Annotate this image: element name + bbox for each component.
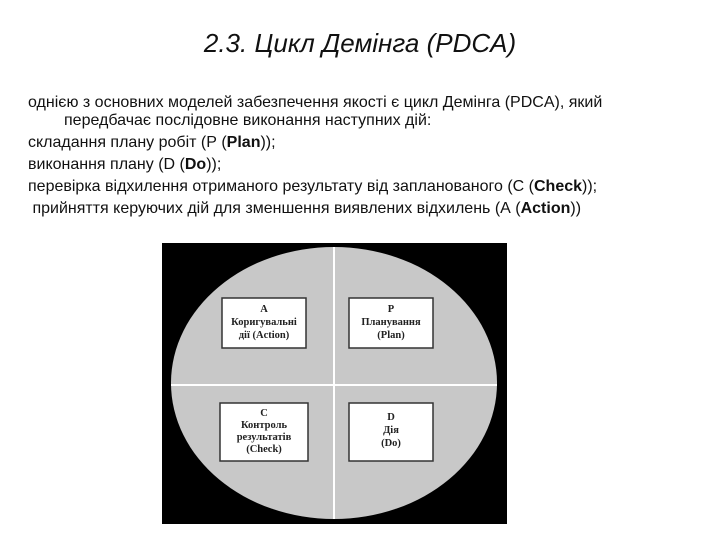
step-action-suffix: )) bbox=[570, 200, 582, 217]
step-plan bbox=[28, 134, 708, 152]
quadrant-check-line1: Контроль bbox=[240, 420, 288, 431]
quadrant-do-line2: (Do) bbox=[381, 438, 401, 449]
step-plan-suffix: )); bbox=[260, 134, 276, 151]
intro-line: однією з основних моделей забезпечення якості є цикл Демінга (PDCA), який bbox=[28, 94, 603, 111]
step-plan-keyword: Plan bbox=[226, 134, 261, 151]
intro-line-continued: передбачає послідовне виконання наступних дій: bbox=[64, 112, 432, 129]
step-action bbox=[28, 200, 708, 218]
quadrant-action-line2: дії (Action) bbox=[238, 330, 290, 341]
quadrant-plan-letter: Р bbox=[387, 304, 395, 315]
step-do-prefix: виконання плану (D ( bbox=[28, 156, 185, 173]
step-plan-prefix: складання плану робіт (Р ( bbox=[28, 134, 227, 151]
quadrant-do-letter: D bbox=[387, 412, 395, 423]
step-action-keyword: Action bbox=[520, 200, 571, 217]
pdca-diagram-svg bbox=[162, 243, 507, 524]
step-check-suffix: )); bbox=[582, 178, 598, 195]
quadrant-check bbox=[220, 403, 308, 461]
quadrant-do-line1: Дія bbox=[383, 425, 399, 436]
quadrant-plan-line2: (Plan) bbox=[377, 330, 405, 341]
quadrant-plan-line1: Планування bbox=[361, 317, 421, 328]
quadrant-action-line1: Коригувальні bbox=[231, 317, 297, 328]
slide-title: 2.3. Цикл Демінга (PDCA) bbox=[203, 28, 517, 58]
step-action-prefix: прийняття керуючих дій для зменшення виявлених відхилень (А ( bbox=[28, 200, 521, 217]
step-check-prefix: перевірка відхилення отриманого результату від запланованого (С ( bbox=[28, 178, 534, 195]
quadrant-action-letter: А bbox=[260, 304, 268, 315]
quadrant-action bbox=[222, 298, 306, 348]
pdca-diagram bbox=[162, 243, 507, 524]
quadrant-check-line2: результатів bbox=[236, 432, 292, 443]
quadrant-do bbox=[349, 403, 433, 461]
step-do bbox=[28, 156, 708, 174]
step-check-keyword: Check bbox=[533, 178, 583, 195]
step-do-suffix: )); bbox=[206, 156, 222, 173]
quadrant-plan bbox=[349, 298, 433, 348]
step-do-keyword: Do bbox=[184, 156, 207, 173]
step-check bbox=[28, 178, 708, 196]
quadrant-check-line3: (Check) bbox=[246, 444, 282, 455]
quadrant-check-letter: С bbox=[260, 408, 268, 419]
slide-body bbox=[28, 94, 708, 218]
